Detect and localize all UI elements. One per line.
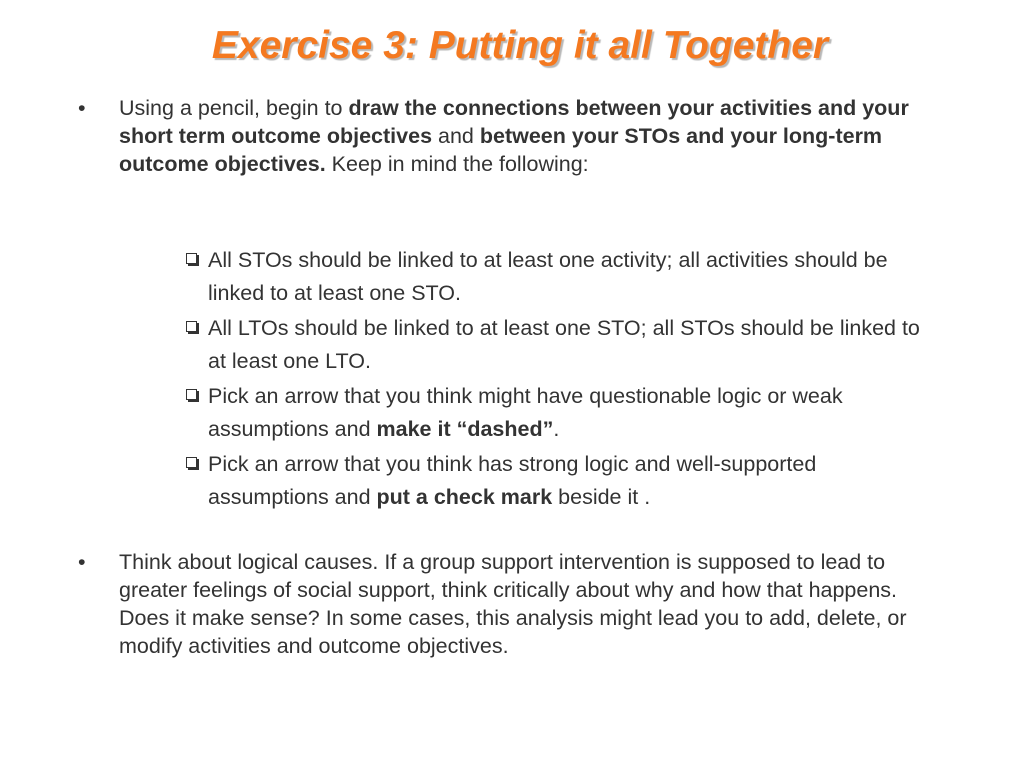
bullet-text-bold: draw the connections between your activities and your short term outcome objectives [119, 96, 909, 148]
checklist-item-bold: put a check mark [376, 485, 553, 509]
checklist-item-text: . [553, 417, 560, 441]
checkbox-bullet-icon [186, 321, 197, 332]
checkbox-bullet-icon [186, 389, 197, 400]
checkbox-bullet-icon [186, 253, 197, 264]
checklist-item-text: All LTOs should be linked to at least one STO; all STOs should be linked to at least one LTO. [208, 316, 920, 373]
bullet-text-part: and [432, 124, 480, 148]
checklist-item-text: beside it . [552, 485, 651, 509]
bullet-item-logical-causes [78, 548, 938, 660]
checklist-item-bold: make it “dashed” [376, 417, 554, 441]
bullet-text-part: Keep in mind the following: [325, 152, 589, 176]
bullet-text [119, 94, 938, 178]
bullet-text-bold: between your STOs and your long-term outcome objectives. [119, 124, 883, 176]
checklist-item-text: Pick an arrow that you think might have questionable logic or weak assumptions and [208, 384, 843, 441]
checklist-item [186, 380, 926, 446]
bullet-item-draw-connections [78, 94, 938, 178]
bullet-dot: • [78, 550, 86, 574]
bullet-text-part: Using a pencil, begin to [119, 96, 349, 120]
checklist-item [186, 312, 926, 378]
checklist-item [186, 448, 926, 514]
checklist-item-text: All STOs should be linked to at least one activity; all activities should be linked to at least one STO. [208, 248, 888, 305]
checklist-item [186, 244, 926, 310]
checklist [186, 244, 926, 516]
checklist-item-text: Pick an arrow that you think has strong logic and well-supported assumptions and [208, 452, 817, 509]
slide-title: Exercise 3: Putting it all Together [211, 24, 829, 67]
checkbox-bullet-icon [186, 457, 197, 468]
bullet-dot: • [78, 96, 86, 120]
bullet-text: Think about logical causes. If a group support intervention is supposed to lead to greater feelings of social support, think critically about why and how that happens. Does it make sense? In some cases, this analysis might lead you to add, delete, or modify activities and outcome objectives. [119, 550, 907, 658]
